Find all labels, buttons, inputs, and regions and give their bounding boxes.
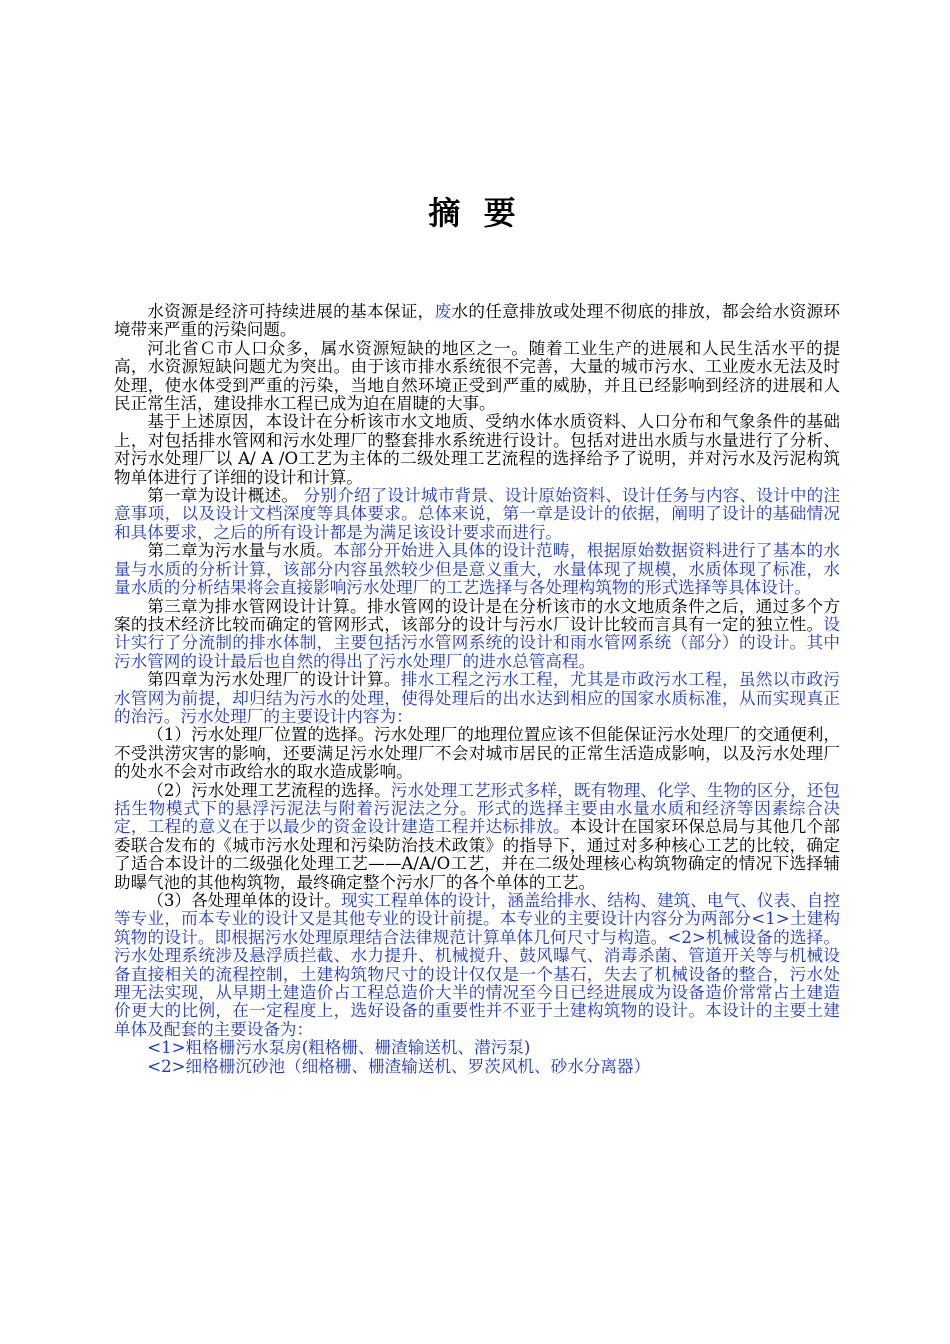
text-segment: 基于上述原因，本设计在分析该市水文地质、受纳水体水质资料、人口分布和气象条件的基础上，对包括排水管网和污水处理厂的整套排水系统进行设计。包括对进出水质与水量进行了分析、对污水处理厂以 A/ A /O工艺为主体的二级处理工艺流程的选择给予了说明，并对污水及污泥构筑物单体进行了详细的设计和计算。 (114, 412, 840, 487)
text-segment: 本设计在国家环保总局与其他几个部委联合发布的《城市污水处理和污染防治技术政策》的指导下，通过对多种核心工艺的比较，确定了适合本设计的二级强化处理工艺——A/A/O工艺，并在二级处理核心构筑物确定的情况下选择辅助曝气池的其他构筑物，最终确定整个污水厂的各个单体的工艺。 (114, 817, 840, 892)
text-segment-highlight: 污水处理工艺形式多样，既有物理、化学、生物的区分，还包括生物模式下的悬浮污泥法与附着污泥法之分。形式的选择主要由水量水质和经济等因素综合决定，工程的意义在于以最少的资金设计建造工程并达标排放。 (114, 780, 841, 837)
paragraph (114, 892, 840, 1039)
text-segment-highlight: 分别介绍了设计城市背景、设计原始资料、设计任务与内容、设计中的注意事项，以及设计文档深度等具体要求。总体来说，第一章是设计的依据，阐明了设计的基础情况和具体要求，之后的所有设计都是为满足该设计要求而进行。 (114, 486, 840, 542)
text-segment-highlight: 设计实行了分流制的排水体制，主要包括污水管网系统的设计和雨水管网系统（部分）的设计。其中污水管网的设计最后也自然的得出了污水处理厂的进水总管高程。 (114, 614, 840, 671)
paragraph (114, 303, 840, 340)
text-segment-highlight: 排水工程之污水工程，尤其是市政污水工程，虽然以市政污水管网为前提，却归结为污水的处理，使得处理后的出水达到相应的国家水质标准，从而实现真正的治污。污水处理厂的主要设计内容为： (114, 670, 841, 726)
text-segment: 第三章为排水管网设计计算。排水管网的设计是在分析该市的水文地质条件之后，通过多个方案的技术经济比较而确定的管网形式，该部分的设计与污水厂设计比较而言具有一定的独立性。 (114, 596, 840, 634)
equipment-list-item: <2>细格栅沉砂池（细格栅、栅渣输送机、罗茨风机、砂水分离器） (147, 1056, 651, 1076)
paragraph (114, 671, 840, 726)
abstract-body (114, 303, 840, 1076)
text-segment: 第二章为污水量与水质。 (147, 541, 334, 561)
text-segment: 水的任意排放或处理不彻底的排放，都会给水资源环境带来严重的污染问题。 (114, 302, 841, 340)
text-segment: 水资源是经济可持续进展的基本保证， (147, 302, 435, 321)
paragraph (114, 542, 840, 597)
text-segment: （2）污水处理工艺流程的选择。 (147, 780, 391, 800)
paragraph (114, 413, 840, 487)
text-segment: （1）污水处理厂位置的选择。污水处理厂的地理位置应该不但能保证污水处理厂的交通便利，不受洪涝灾害的影响，还要满足污水处理厂不会对城市居民的正常生活造成影响，以及污水处理厂的处水不会对市政给水的取水造成影响。 (114, 725, 840, 782)
paragraph (114, 726, 840, 781)
paragraph (114, 340, 840, 414)
text-segment: 第一章为设计概述。 (147, 486, 304, 506)
text-segment: 河北省Ｃ市人口众多，属水资源短缺的地区之一。随着工业生产的进展和人民生活水平的提高，水资源短缺问题尤为突出。由于该市排水系统很不完善，大量的城市污水、工业废水无法及时处理，使水体受到严重的污染，当地自然环境正受到严重的威胁，并且已经影响到经济的进展和人民正常生活，建设排水工程已成为迫在眉睫的大事。 (114, 338, 840, 414)
text-segment: （3）各处理单体的设计。 (147, 891, 341, 910)
paragraph (114, 782, 840, 892)
text-segment-highlight: 本部分开始进入具体的设计范畴，根据原始数据资料进行了基本的水量与水质的分析计算，该部分内容虽然较少但是意义重大，水量体现了规模，水质体现了标准，水量水质的分析结果将会直接影响污水处理厂的工艺选择与各处理构筑物的形式选择等具体设计。 (114, 541, 841, 598)
paragraph (114, 598, 840, 672)
equipment-list-item: <1>粗格栅污水泵房(粗格栅、栅渣输送机、潜污泵) (147, 1038, 531, 1058)
text-segment-highlight: 废 (434, 302, 452, 321)
paragraph (114, 487, 840, 542)
page-title: 摘 要 (428, 194, 522, 232)
text-segment: 第四章为污水处理厂的设计计算。 (147, 670, 401, 690)
text-segment-highlight: 现实工程单体的设计，涵盖给排水、结构、建筑、电气、仪表、自控等专业，而本专业的设计又是其他专业的设计前提。本专业的主要设计内容分为两部分<1>土建构筑物的设计。即根据污水处理原理结合法律规范计算单体几何尺寸与构造。<2>机械设备的选择。污水处理系统涉及悬浮质拦截、水力提升、机械搅升、鼓风曝气、消毒杀菌、管道开关等与机械设备直接相关的流程控制，土建构筑物尺寸的设计仅仅是一个基石，失去了机械设备的整合，污水处理无法实现，从早期土建造价占工程总造价大半的情况至今日已经进展成为设备造价常常占土建造价更大的比例，在一定程度上，选好设备的重要性并不亚于土建构筑物的设计。本设计的主要土建单体及配套的主要设备为： (114, 891, 841, 1039)
